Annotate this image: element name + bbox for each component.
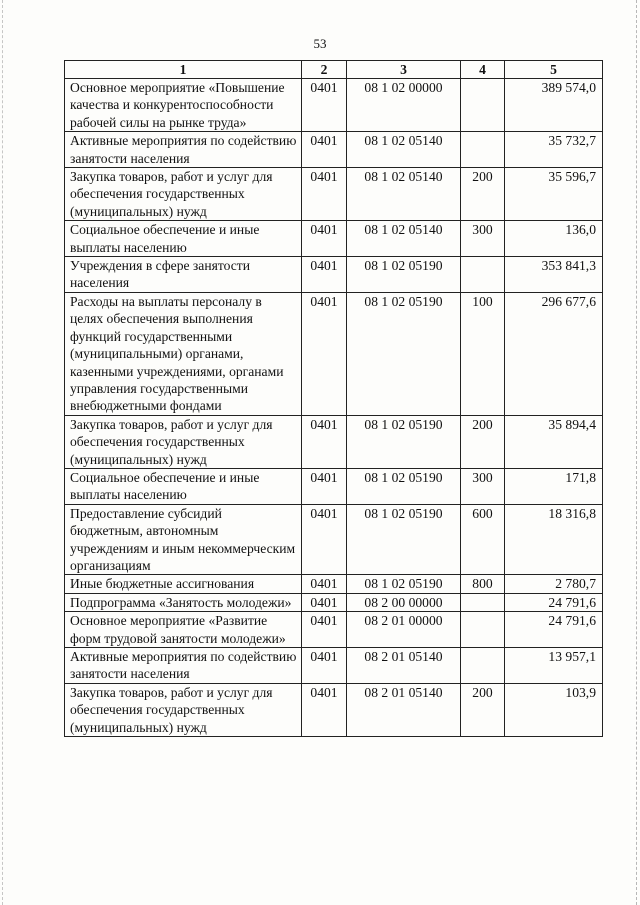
header-col-2: 2 xyxy=(302,61,347,79)
table-row xyxy=(65,612,603,648)
table-row xyxy=(65,575,603,593)
row-code: 08 1 02 00000 xyxy=(347,79,461,132)
row-type: 600 xyxy=(461,504,505,575)
row-ministry: 0401 xyxy=(302,79,347,132)
row-code: 08 1 02 05190 xyxy=(347,415,461,468)
table-row xyxy=(65,683,603,736)
header-col-3: 3 xyxy=(347,61,461,79)
row-amount: 389 574,0 xyxy=(505,79,603,132)
table-row xyxy=(65,257,603,293)
row-amount: 35 894,4 xyxy=(505,415,603,468)
row-code: 08 1 02 05140 xyxy=(347,168,461,221)
row-name: Активные мероприятия по содействию занятости населения xyxy=(65,648,302,684)
row-name: Учреждения в сфере занятости населения xyxy=(65,257,302,293)
row-code: 08 1 02 05140 xyxy=(347,221,461,257)
row-code: 08 1 02 05190 xyxy=(347,468,461,504)
row-type xyxy=(461,648,505,684)
row-name: Социальное обеспечение и иные выплаты населению xyxy=(65,468,302,504)
header-col-1: 1 xyxy=(65,61,302,79)
row-amount: 24 791,6 xyxy=(505,612,603,648)
row-type: 200 xyxy=(461,415,505,468)
row-ministry: 0401 xyxy=(302,612,347,648)
row-ministry: 0401 xyxy=(302,593,347,611)
row-type: 300 xyxy=(461,468,505,504)
row-amount: 35 596,7 xyxy=(505,168,603,221)
row-name: Закупка товаров, работ и услуг для обеспечения государственных (муниципальных) нужд xyxy=(65,168,302,221)
row-name: Основное мероприятие «Развитие форм трудовой занятости молодежи» xyxy=(65,612,302,648)
row-name: Закупка товаров, работ и услуг для обеспечения государственных (муниципальных) нужд xyxy=(65,683,302,736)
row-type: 200 xyxy=(461,168,505,221)
row-type xyxy=(461,612,505,648)
table-body xyxy=(65,79,603,737)
row-code: 08 1 02 05190 xyxy=(347,292,461,415)
budget-table xyxy=(64,60,603,737)
page-number: 53 xyxy=(313,36,327,51)
row-type xyxy=(461,593,505,611)
row-ministry: 0401 xyxy=(302,221,347,257)
table-row xyxy=(65,415,603,468)
row-ministry: 0401 xyxy=(302,132,347,168)
row-ministry: 0401 xyxy=(302,257,347,293)
header-row xyxy=(65,61,603,79)
table-row xyxy=(65,468,603,504)
row-name: Подпрограмма «Занятость молодежи» xyxy=(65,593,302,611)
row-code: 08 2 01 05140 xyxy=(347,648,461,684)
table-row xyxy=(65,132,603,168)
row-ministry: 0401 xyxy=(302,504,347,575)
table-row xyxy=(65,593,603,611)
row-ministry: 0401 xyxy=(302,683,347,736)
row-code: 08 1 02 05190 xyxy=(347,257,461,293)
row-amount: 296 677,6 xyxy=(505,292,603,415)
header-col-4: 4 xyxy=(461,61,505,79)
table-row xyxy=(65,292,603,415)
row-amount: 136,0 xyxy=(505,221,603,257)
table-row xyxy=(65,221,603,257)
row-name: Активные мероприятия по содействию занятости населения xyxy=(65,132,302,168)
row-type: 300 xyxy=(461,221,505,257)
table-row xyxy=(65,168,603,221)
row-code: 08 2 00 00000 xyxy=(347,593,461,611)
row-amount: 171,8 xyxy=(505,468,603,504)
row-ministry: 0401 xyxy=(302,292,347,415)
row-type: 800 xyxy=(461,575,505,593)
row-type xyxy=(461,132,505,168)
row-type: 100 xyxy=(461,292,505,415)
row-amount: 35 732,7 xyxy=(505,132,603,168)
header-col-5: 5 xyxy=(505,61,603,79)
row-code: 08 1 02 05190 xyxy=(347,575,461,593)
row-amount: 2 780,7 xyxy=(505,575,603,593)
row-ministry: 0401 xyxy=(302,415,347,468)
row-type: 200 xyxy=(461,683,505,736)
table-row xyxy=(65,79,603,132)
row-amount: 18 316,8 xyxy=(505,504,603,575)
row-type xyxy=(461,79,505,132)
row-amount: 353 841,3 xyxy=(505,257,603,293)
row-ministry: 0401 xyxy=(302,468,347,504)
row-amount: 13 957,1 xyxy=(505,648,603,684)
scan-edge-left xyxy=(2,0,5,905)
row-code: 08 2 01 05140 xyxy=(347,683,461,736)
row-code: 08 1 02 05190 xyxy=(347,504,461,575)
row-ministry: 0401 xyxy=(302,168,347,221)
row-name: Предоставление субсидий бюджетным, автономным учреждениям и иным некоммерческим организациям xyxy=(65,504,302,575)
scan-edge-right xyxy=(634,0,637,905)
table-row xyxy=(65,648,603,684)
row-name: Иные бюджетные ассигнования xyxy=(65,575,302,593)
row-amount: 24 791,6 xyxy=(505,593,603,611)
row-name: Закупка товаров, работ и услуг для обеспечения государственных (муниципальных) нужд xyxy=(65,415,302,468)
row-code: 08 1 02 05140 xyxy=(347,132,461,168)
row-ministry: 0401 xyxy=(302,648,347,684)
row-type xyxy=(461,257,505,293)
row-name: Социальное обеспечение и иные выплаты населению xyxy=(65,221,302,257)
row-code: 08 2 01 00000 xyxy=(347,612,461,648)
row-ministry: 0401 xyxy=(302,575,347,593)
row-name: Основное мероприятие «Повышение качества и конкурентоспособности рабочей силы на рынке труда» xyxy=(65,79,302,132)
row-name: Расходы на выплаты персоналу в целях обеспечения выполнения функций государственными (муниципальными) органами, казенными учреждениями, органами управления государственными внебюджетными фондами xyxy=(65,292,302,415)
table-row xyxy=(65,504,603,575)
row-amount: 103,9 xyxy=(505,683,603,736)
